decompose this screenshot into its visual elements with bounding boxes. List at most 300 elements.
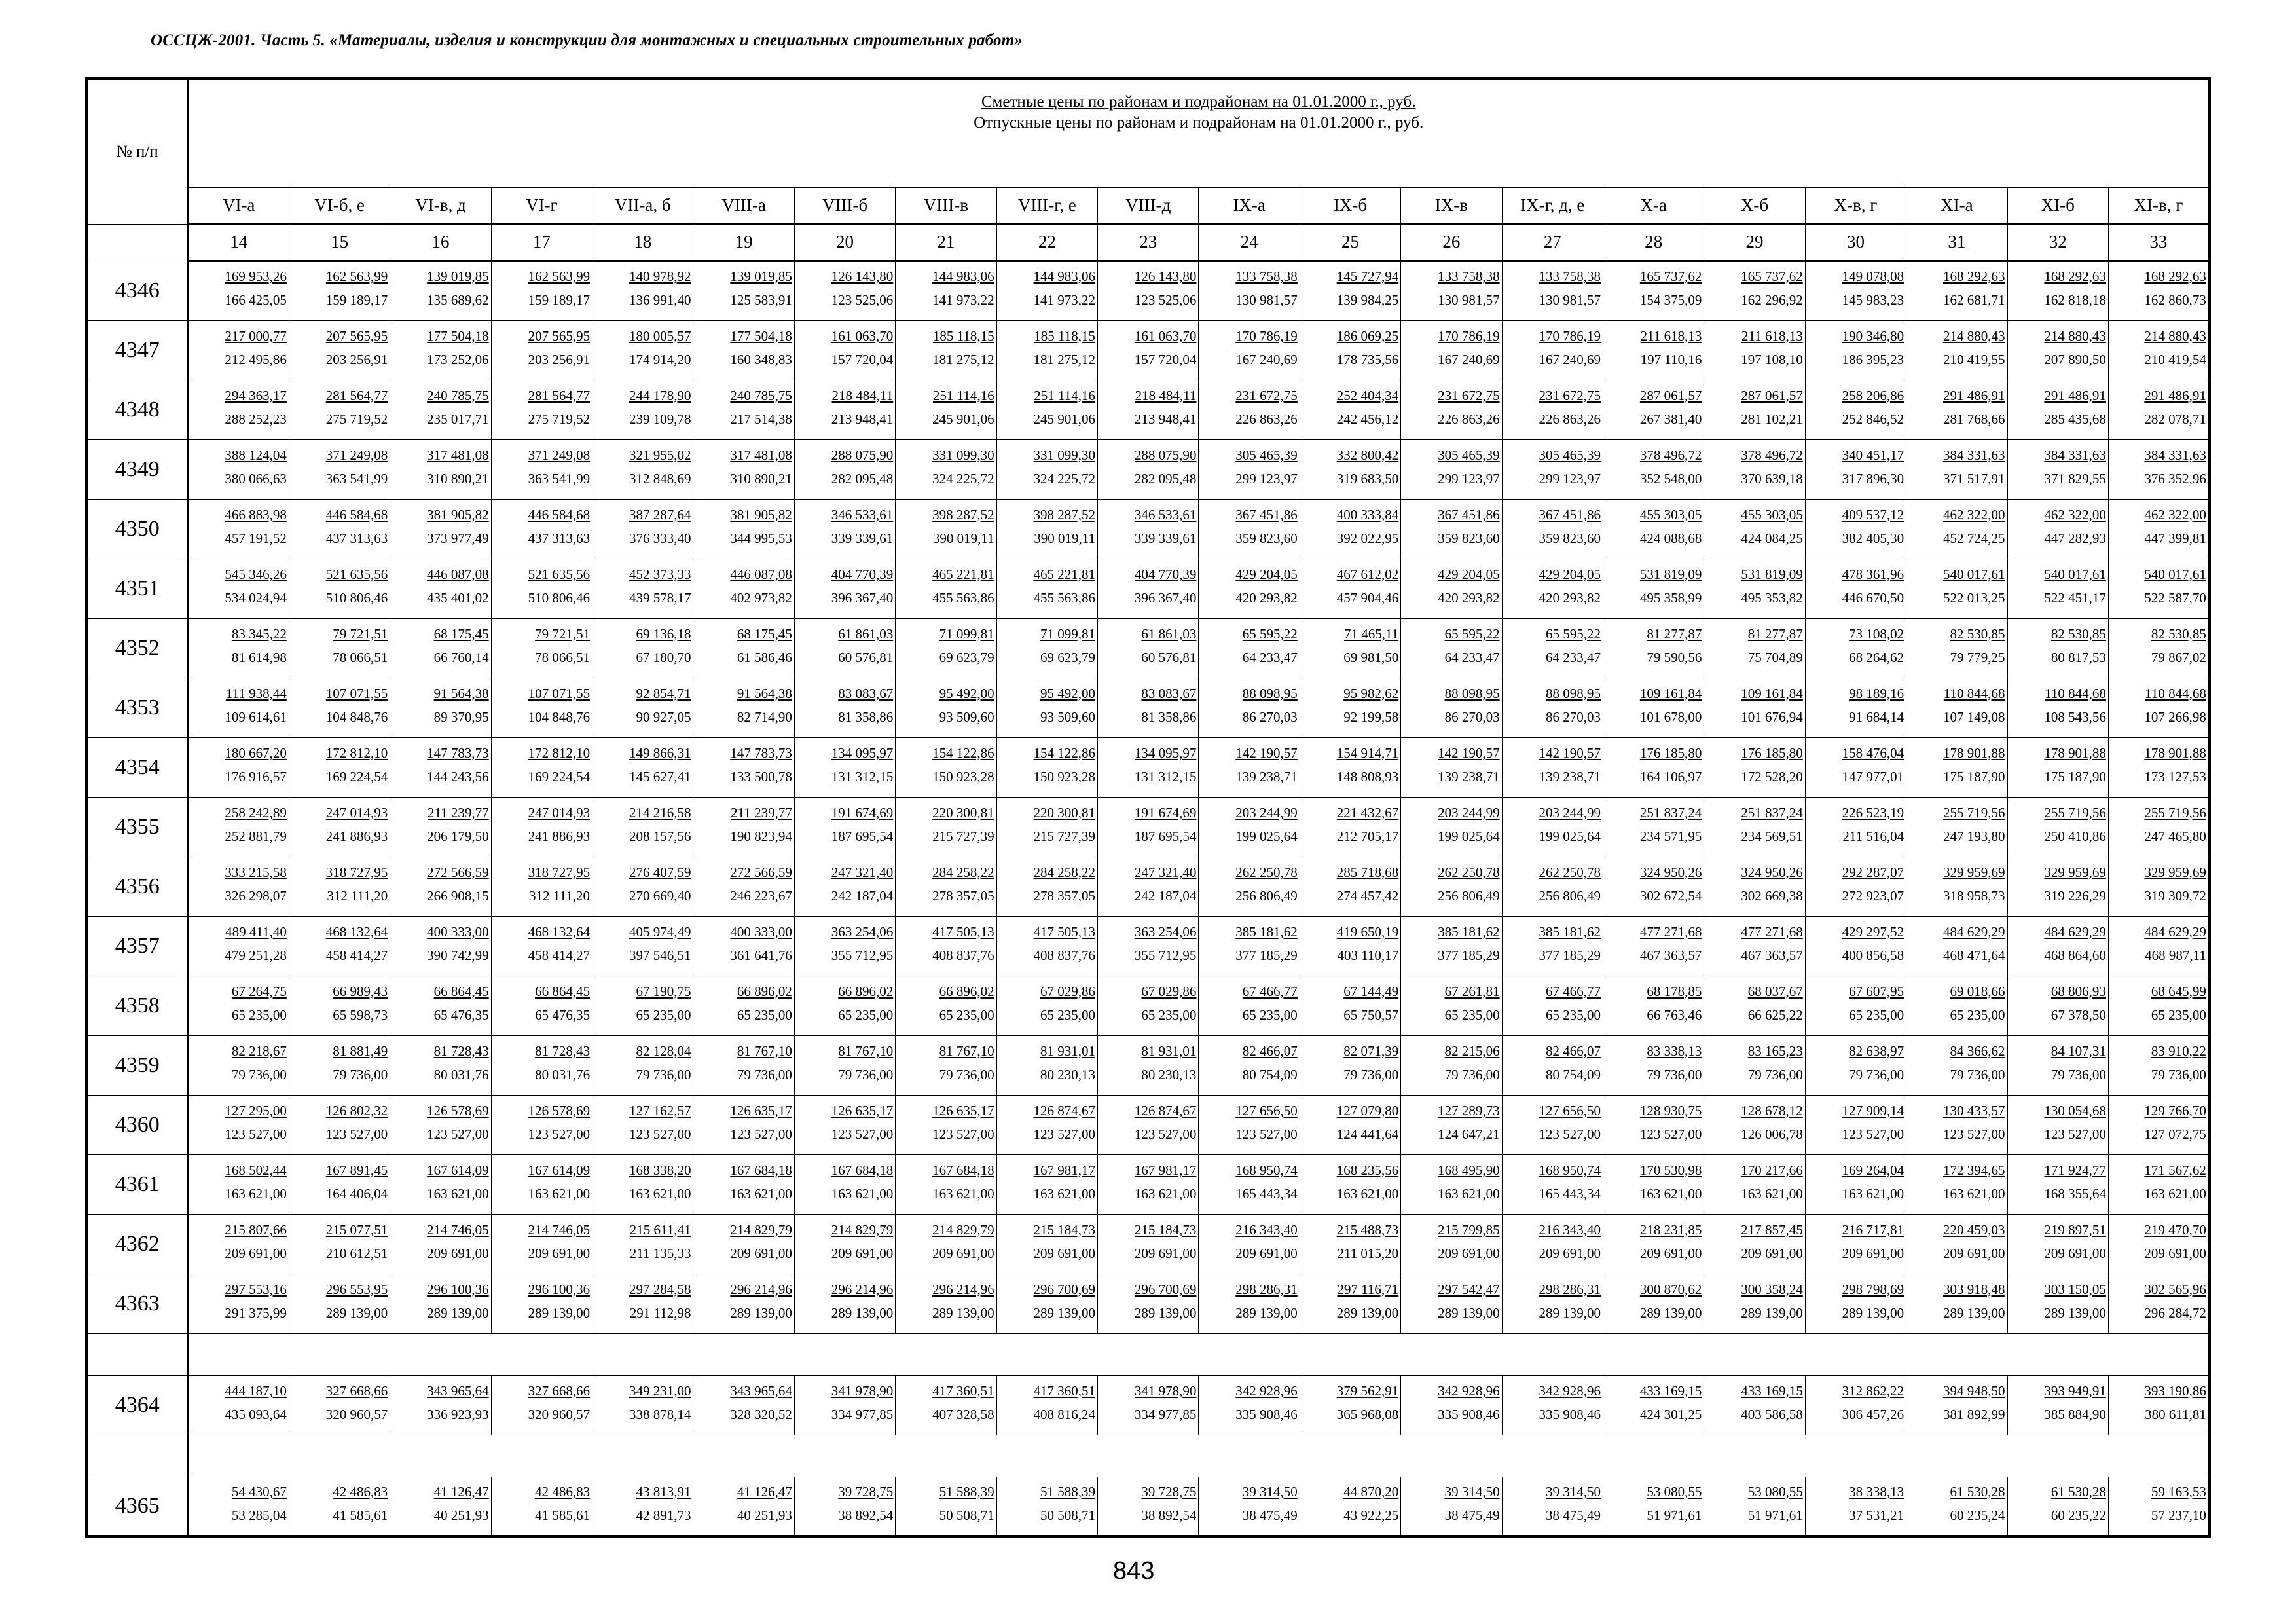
release-price: 365 968,08 <box>1336 1406 1399 1422</box>
estimate-price: 83 083,67 <box>1141 685 1197 701</box>
release-price: 312 111,20 <box>529 887 591 904</box>
estimate-price: 218 231,85 <box>1639 1221 1702 1238</box>
release-price: 335 908,46 <box>1539 1406 1601 1422</box>
item-number: 4349 <box>86 439 188 499</box>
estimate-price: 521 635,56 <box>325 566 388 582</box>
item-number: 4353 <box>86 678 188 737</box>
price-cell <box>289 976 390 1035</box>
release-price: 190 823,94 <box>730 828 792 844</box>
price-cell <box>1704 1035 1805 1095</box>
release-price: 79 736,00 <box>737 1066 792 1082</box>
price-cell <box>1401 1095 1502 1154</box>
price-cell <box>693 1095 794 1154</box>
estimate-price: 303 918,48 <box>1943 1281 2005 1297</box>
price-cell <box>390 618 491 678</box>
price-cell <box>390 1375 491 1435</box>
price-cell <box>188 1214 289 1274</box>
estimate-price: 251 837,24 <box>1639 804 1702 821</box>
column-number: 21 <box>896 224 996 261</box>
price-cell <box>1603 916 1704 976</box>
price-cell <box>188 380 289 439</box>
release-price: 139 984,25 <box>1336 292 1399 308</box>
price-cell <box>1603 1477 1704 1536</box>
estimate-price: 133 758,38 <box>1438 268 1500 284</box>
page-number: 843 <box>1113 1557 1155 1585</box>
price-cell <box>896 976 996 1035</box>
release-price: 163 621,00 <box>1639 1185 1702 1202</box>
price-cell <box>2007 976 2108 1035</box>
price-cell <box>996 1375 1097 1435</box>
release-price: 336 923,93 <box>427 1406 489 1422</box>
release-price: 339 339,61 <box>1134 530 1197 546</box>
price-cell <box>2108 380 2209 439</box>
price-cell <box>1502 1035 1603 1095</box>
column-number: 29 <box>1704 224 1805 261</box>
estimate-price: 91 564,38 <box>433 685 489 701</box>
estimate-price: 39 314,50 <box>1242 1483 1298 1500</box>
estimate-price: 262 250,78 <box>1539 864 1601 880</box>
price-cell <box>390 1095 491 1154</box>
estimate-price: 540 017,61 <box>2144 566 2206 582</box>
estimate-price: 346 533,61 <box>1134 506 1197 523</box>
release-price: 133 500,78 <box>730 768 792 784</box>
price-cell <box>2007 261 2108 320</box>
price-cell <box>289 380 390 439</box>
release-price: 211 135,33 <box>629 1245 691 1261</box>
release-price: 435 093,64 <box>225 1406 287 1422</box>
release-price: 167 240,69 <box>1438 351 1500 367</box>
release-price: 37 531,21 <box>1849 1507 1904 1523</box>
release-price: 207 890,50 <box>2044 351 2106 367</box>
release-price: 79 736,00 <box>1747 1066 1803 1082</box>
estimate-price: 67 190,75 <box>636 983 691 999</box>
price-cell <box>1704 439 1805 499</box>
estimate-price: 66 896,02 <box>939 983 994 999</box>
release-price: 403 586,58 <box>1741 1406 1803 1422</box>
spacer-cell <box>188 1333 2210 1375</box>
price-cell <box>1401 916 1502 976</box>
release-price: 139 238,71 <box>1539 768 1601 784</box>
price-cell <box>996 976 1097 1035</box>
release-price: 458 414,27 <box>528 947 591 963</box>
estimate-price: 296 700,69 <box>1134 1281 1197 1297</box>
estimate-price: 214 880,43 <box>1943 327 2005 344</box>
price-cell <box>1906 320 2007 380</box>
estimate-price: 98 189,16 <box>1849 685 1904 701</box>
estimate-price: 211 239,77 <box>731 804 792 821</box>
release-price: 164 106,97 <box>1639 768 1702 784</box>
release-price: 174 914,20 <box>629 351 691 367</box>
estimate-price: 333 215,58 <box>225 864 287 880</box>
estimate-price: 109 161,84 <box>1741 685 1803 701</box>
estimate-price: 207 565,95 <box>325 327 388 344</box>
price-cell <box>996 618 1097 678</box>
estimate-price: 178 901,88 <box>2144 745 2206 761</box>
item-number: 4346 <box>86 261 188 320</box>
estimate-price: 41 126,47 <box>433 1483 489 1500</box>
release-price: 359 823,60 <box>1539 530 1601 546</box>
release-price: 79 867,02 <box>2151 649 2206 665</box>
price-cell <box>491 1375 592 1435</box>
release-price: 252 881,79 <box>225 828 287 844</box>
table-row <box>86 1035 2210 1095</box>
item-number: 4362 <box>86 1214 188 1274</box>
release-price: 101 676,94 <box>1741 709 1803 725</box>
release-price: 424 088,68 <box>1639 530 1702 546</box>
release-price: 79 736,00 <box>2151 1066 2206 1082</box>
release-price: 289 139,00 <box>1438 1304 1500 1321</box>
price-cell <box>1401 499 1502 559</box>
price-cell <box>2007 737 2108 797</box>
estimate-price: 545 346,26 <box>225 566 287 582</box>
release-price: 306 457,26 <box>1842 1406 1904 1422</box>
price-cell <box>896 1154 996 1214</box>
release-price: 104 848,76 <box>325 709 388 725</box>
release-price: 65 235,00 <box>231 1006 287 1023</box>
price-cell <box>1300 1477 1400 1536</box>
release-price: 266 908,15 <box>427 887 489 904</box>
estimate-price: 346 533,61 <box>831 506 894 523</box>
release-price: 79 736,00 <box>1950 1066 2005 1082</box>
release-price: 355 712,95 <box>831 947 894 963</box>
release-price: 186 395,23 <box>1842 351 1904 367</box>
price-cell <box>390 857 491 916</box>
estimate-price: 255 719,56 <box>1943 804 2005 821</box>
price-cell <box>1603 857 1704 916</box>
release-price: 226 863,26 <box>1539 411 1601 427</box>
price-cell <box>289 1477 390 1536</box>
price-cell <box>1603 559 1704 618</box>
price-cell <box>1704 1095 1805 1154</box>
price-cell <box>491 797 592 857</box>
release-price: 226 863,26 <box>1438 411 1500 427</box>
price-cell <box>896 439 996 499</box>
release-price: 78 066,51 <box>535 649 591 665</box>
price-cell <box>2108 1214 2209 1274</box>
estimate-price: 39 728,75 <box>1141 1483 1197 1500</box>
price-cell <box>794 320 895 380</box>
price-cell <box>1805 1477 1906 1536</box>
estimate-price: 81 931,01 <box>1040 1043 1096 1059</box>
price-cell <box>2007 380 2108 439</box>
estimate-price: 126 143,80 <box>1134 268 1197 284</box>
price-cell <box>896 1214 996 1274</box>
release-price: 437 313,63 <box>325 530 388 546</box>
release-price: 104 848,76 <box>528 709 591 725</box>
estimate-price: 341 978,90 <box>831 1382 894 1399</box>
estimate-price: 149 078,08 <box>1842 268 1904 284</box>
price-cell <box>1906 976 2007 1035</box>
item-number: 4363 <box>86 1274 188 1333</box>
price-cell <box>1704 976 1805 1035</box>
price-cell <box>1805 797 1906 857</box>
release-price: 385 884,90 <box>2044 1406 2106 1422</box>
price-cell <box>1401 1214 1502 1274</box>
estimate-price: 83 165,23 <box>1747 1043 1803 1059</box>
release-price: 150 923,28 <box>1033 768 1096 784</box>
estimate-price: 214 829,79 <box>932 1221 994 1238</box>
estimate-price: 291 486,91 <box>2144 387 2206 403</box>
release-price: 408 816,24 <box>1033 1406 1096 1422</box>
estimate-price: 107 071,55 <box>325 685 388 701</box>
price-cell <box>794 976 895 1035</box>
estimate-price: 84 107,31 <box>2050 1043 2106 1059</box>
price-cell <box>693 559 794 618</box>
price-cell <box>1098 1095 1199 1154</box>
estimate-price: 327 668,66 <box>325 1382 388 1399</box>
release-price: 299 123,97 <box>1438 470 1500 487</box>
estimate-price: 111 938,44 <box>225 685 287 701</box>
estimate-price: 214 829,79 <box>831 1221 894 1238</box>
district-header: X-б <box>1704 187 1805 224</box>
estimate-price: 172 812,10 <box>325 745 388 761</box>
release-price: 361 641,76 <box>730 947 792 963</box>
price-cell <box>491 559 592 618</box>
price-cell <box>188 1375 289 1435</box>
release-price: 65 598,73 <box>333 1006 388 1023</box>
price-cell <box>693 439 794 499</box>
price-cell <box>2108 320 2209 380</box>
estimate-price: 381 905,82 <box>427 506 489 523</box>
release-price: 123 525,06 <box>831 292 894 308</box>
release-price: 50 508,71 <box>939 1507 994 1523</box>
release-price: 320 960,57 <box>325 1406 388 1422</box>
price-cell <box>2007 320 2108 380</box>
price-cell <box>1603 1214 1704 1274</box>
price-cell <box>1401 1477 1502 1536</box>
estimate-price: 142 190,57 <box>1235 745 1298 761</box>
price-cell <box>1401 797 1502 857</box>
estimate-price: 231 672,75 <box>1539 387 1601 403</box>
estimate-price: 409 537,12 <box>1842 506 1904 523</box>
estimate-price: 81 728,43 <box>535 1043 591 1059</box>
price-cell <box>794 380 895 439</box>
price-cell <box>1401 737 1502 797</box>
price-cell <box>1199 797 1300 857</box>
price-cell <box>289 1274 390 1333</box>
price-cell <box>1300 1154 1400 1214</box>
price-cell <box>1502 1375 1603 1435</box>
release-price: 209 691,00 <box>1235 1245 1298 1261</box>
release-price: 282 078,71 <box>2144 411 2206 427</box>
price-cell <box>1300 559 1400 618</box>
estimate-price: 446 584,68 <box>528 506 591 523</box>
price-cell <box>1098 976 1199 1035</box>
price-cell <box>1502 1274 1603 1333</box>
estimate-price: 180 005,57 <box>629 327 691 344</box>
price-cell <box>188 1154 289 1214</box>
price-cell <box>2007 1375 2108 1435</box>
release-price: 210 612,51 <box>325 1245 388 1261</box>
estimate-price: 384 331,63 <box>2044 447 2106 463</box>
price-cell <box>289 1375 390 1435</box>
release-price: 163 621,00 <box>1033 1185 1096 1202</box>
release-price: 289 139,00 <box>1741 1304 1803 1321</box>
column-number: 17 <box>491 224 592 261</box>
price-cell <box>1300 678 1400 737</box>
estimate-price: 331 099,30 <box>932 447 994 463</box>
price-cell <box>1704 797 1805 857</box>
estimate-price: 262 250,78 <box>1235 864 1298 880</box>
price-cell <box>896 320 996 380</box>
price-cell <box>1098 618 1199 678</box>
price-cell <box>1603 618 1704 678</box>
price-cell <box>1300 797 1400 857</box>
price-cell <box>1603 1035 1704 1095</box>
release-price: 289 139,00 <box>1943 1304 2005 1321</box>
release-price: 108 543,56 <box>2044 709 2106 725</box>
price-cell <box>1805 1274 1906 1333</box>
estimate-price: 446 584,68 <box>325 506 388 523</box>
estimate-price: 400 333,00 <box>730 923 792 940</box>
estimate-price: 107 071,55 <box>528 685 591 701</box>
release-price: 123 527,00 <box>1539 1126 1601 1142</box>
price-cell <box>491 499 592 559</box>
release-price: 209 691,00 <box>427 1245 489 1261</box>
estimate-price: 95 492,00 <box>939 685 994 701</box>
release-price: 282 095,48 <box>1134 470 1197 487</box>
estimate-price: 84 366,62 <box>1950 1043 2005 1059</box>
estimate-price: 342 928,96 <box>1438 1382 1500 1399</box>
column-number: 28 <box>1603 224 1704 261</box>
release-price: 209 691,00 <box>2044 1245 2106 1261</box>
release-price: 123 527,00 <box>427 1126 489 1142</box>
estimate-price: 484 629,29 <box>1943 923 2005 940</box>
release-price: 446 670,50 <box>1842 589 1904 606</box>
price-cell <box>896 380 996 439</box>
price-cell <box>2007 559 2108 618</box>
release-price: 310 890,21 <box>730 470 792 487</box>
release-price: 291 375,99 <box>225 1304 287 1321</box>
estimate-price: 324 950,26 <box>1741 864 1803 880</box>
release-price: 211 516,04 <box>1842 828 1904 844</box>
price-cell <box>2108 1274 2209 1333</box>
price-cell <box>896 499 996 559</box>
estimate-price: 379 562,91 <box>1336 1382 1399 1399</box>
estimate-price: 81 931,01 <box>1141 1043 1197 1059</box>
estimate-price: 83 910,22 <box>2151 1043 2206 1059</box>
estimate-price: 215 799,85 <box>1438 1221 1500 1238</box>
estimate-price: 429 204,05 <box>1235 566 1298 582</box>
release-price: 352 548,00 <box>1639 470 1702 487</box>
release-price: 285 435,68 <box>2044 411 2106 427</box>
release-price: 75 704,89 <box>1747 649 1803 665</box>
price-cell <box>1805 320 1906 380</box>
release-price: 380 611,81 <box>2145 1406 2206 1422</box>
estimate-price: 478 361,96 <box>1842 566 1904 582</box>
price-cell <box>1502 618 1603 678</box>
estimate-price: 203 244,99 <box>1438 804 1500 821</box>
price-cell <box>1704 618 1805 678</box>
estimate-price: 284 258,22 <box>932 864 994 880</box>
estimate-price: 139 019,85 <box>730 268 792 284</box>
item-number: 4361 <box>86 1154 188 1214</box>
estimate-price: 218 484,11 <box>1135 387 1197 403</box>
release-price: 79 736,00 <box>1647 1066 1702 1082</box>
release-price: 408 837,76 <box>1033 947 1096 963</box>
estimate-price: 215 184,73 <box>1134 1221 1197 1238</box>
release-price: 289 139,00 <box>528 1304 591 1321</box>
estimate-price: 324 950,26 <box>1639 864 1702 880</box>
release-price: 420 293,82 <box>1539 589 1601 606</box>
estimate-price: 162 563,99 <box>325 268 388 284</box>
release-price: 81 358,86 <box>838 709 894 725</box>
estimate-price: 252 404,34 <box>1336 387 1399 403</box>
column-number: 26 <box>1401 224 1502 261</box>
release-price: 160 348,83 <box>730 351 792 367</box>
price-cell <box>1502 857 1603 916</box>
table-row <box>86 857 2210 916</box>
item-number: 4352 <box>86 618 188 678</box>
price-cell <box>491 916 592 976</box>
price-cell <box>1603 1375 1704 1435</box>
district-header: XI-б <box>2007 187 2108 224</box>
release-price: 68 264,62 <box>1849 649 1904 665</box>
estimate-price: 168 950,74 <box>1539 1162 1601 1178</box>
release-price: 376 352,96 <box>2144 470 2206 487</box>
estimate-price: 297 542,47 <box>1438 1281 1500 1297</box>
price-cell <box>188 261 289 320</box>
release-price: 242 187,04 <box>1134 887 1197 904</box>
estimate-price: 66 864,45 <box>433 983 489 999</box>
price-cell <box>592 618 693 678</box>
column-number: 25 <box>1300 224 1400 261</box>
release-price: 377 185,29 <box>1539 947 1601 963</box>
estimate-price: 540 017,61 <box>2044 566 2106 582</box>
release-price: 215 727,39 <box>932 828 994 844</box>
release-price: 359 823,60 <box>1438 530 1500 546</box>
release-price: 234 569,51 <box>1741 828 1803 844</box>
price-cell <box>491 857 592 916</box>
estimate-price: 191 674,69 <box>831 804 894 821</box>
release-price: 396 367,40 <box>1134 589 1197 606</box>
release-price: 250 410,86 <box>2044 828 2106 844</box>
price-cell <box>1704 1154 1805 1214</box>
release-price: 162 681,71 <box>1943 292 2005 308</box>
release-price: 79 736,00 <box>231 1066 287 1082</box>
release-price: 355 712,95 <box>1134 947 1197 963</box>
release-price: 81 614,98 <box>231 649 287 665</box>
estimate-price: 284 258,22 <box>1033 864 1096 880</box>
release-price: 78 066,51 <box>333 649 388 665</box>
release-price: 79 736,00 <box>1849 1066 1904 1082</box>
table-row <box>86 1154 2210 1214</box>
release-price: 522 451,17 <box>2044 589 2106 606</box>
estimate-price: 165 737,62 <box>1741 268 1803 284</box>
price-cell <box>1401 618 1502 678</box>
price-cell <box>1603 439 1704 499</box>
price-cell <box>1805 1375 1906 1435</box>
estimate-price: 446 087,08 <box>730 566 792 582</box>
estimate-price: 329 959,69 <box>2144 864 2206 880</box>
release-price: 420 293,82 <box>1235 589 1298 606</box>
estimate-price: 68 175,45 <box>737 625 792 642</box>
estimate-price: 211 239,77 <box>427 804 489 821</box>
price-cell <box>1300 499 1400 559</box>
estimate-price: 82 071,39 <box>1343 1043 1399 1059</box>
release-price: 241 886,93 <box>528 828 591 844</box>
release-price: 144 243,56 <box>427 768 489 784</box>
release-price: 43 922,25 <box>1343 1507 1399 1523</box>
price-cell <box>1805 916 1906 976</box>
estimate-price: 291 486,91 <box>1943 387 2005 403</box>
release-price: 209 691,00 <box>1539 1245 1601 1261</box>
release-price: 79 779,25 <box>1950 649 2005 665</box>
estimate-price: 240 785,75 <box>730 387 792 403</box>
estimate-price: 342 928,96 <box>1539 1382 1601 1399</box>
estimate-price: 68 645,99 <box>2151 983 2206 999</box>
estimate-price: 363 254,06 <box>1134 923 1197 940</box>
